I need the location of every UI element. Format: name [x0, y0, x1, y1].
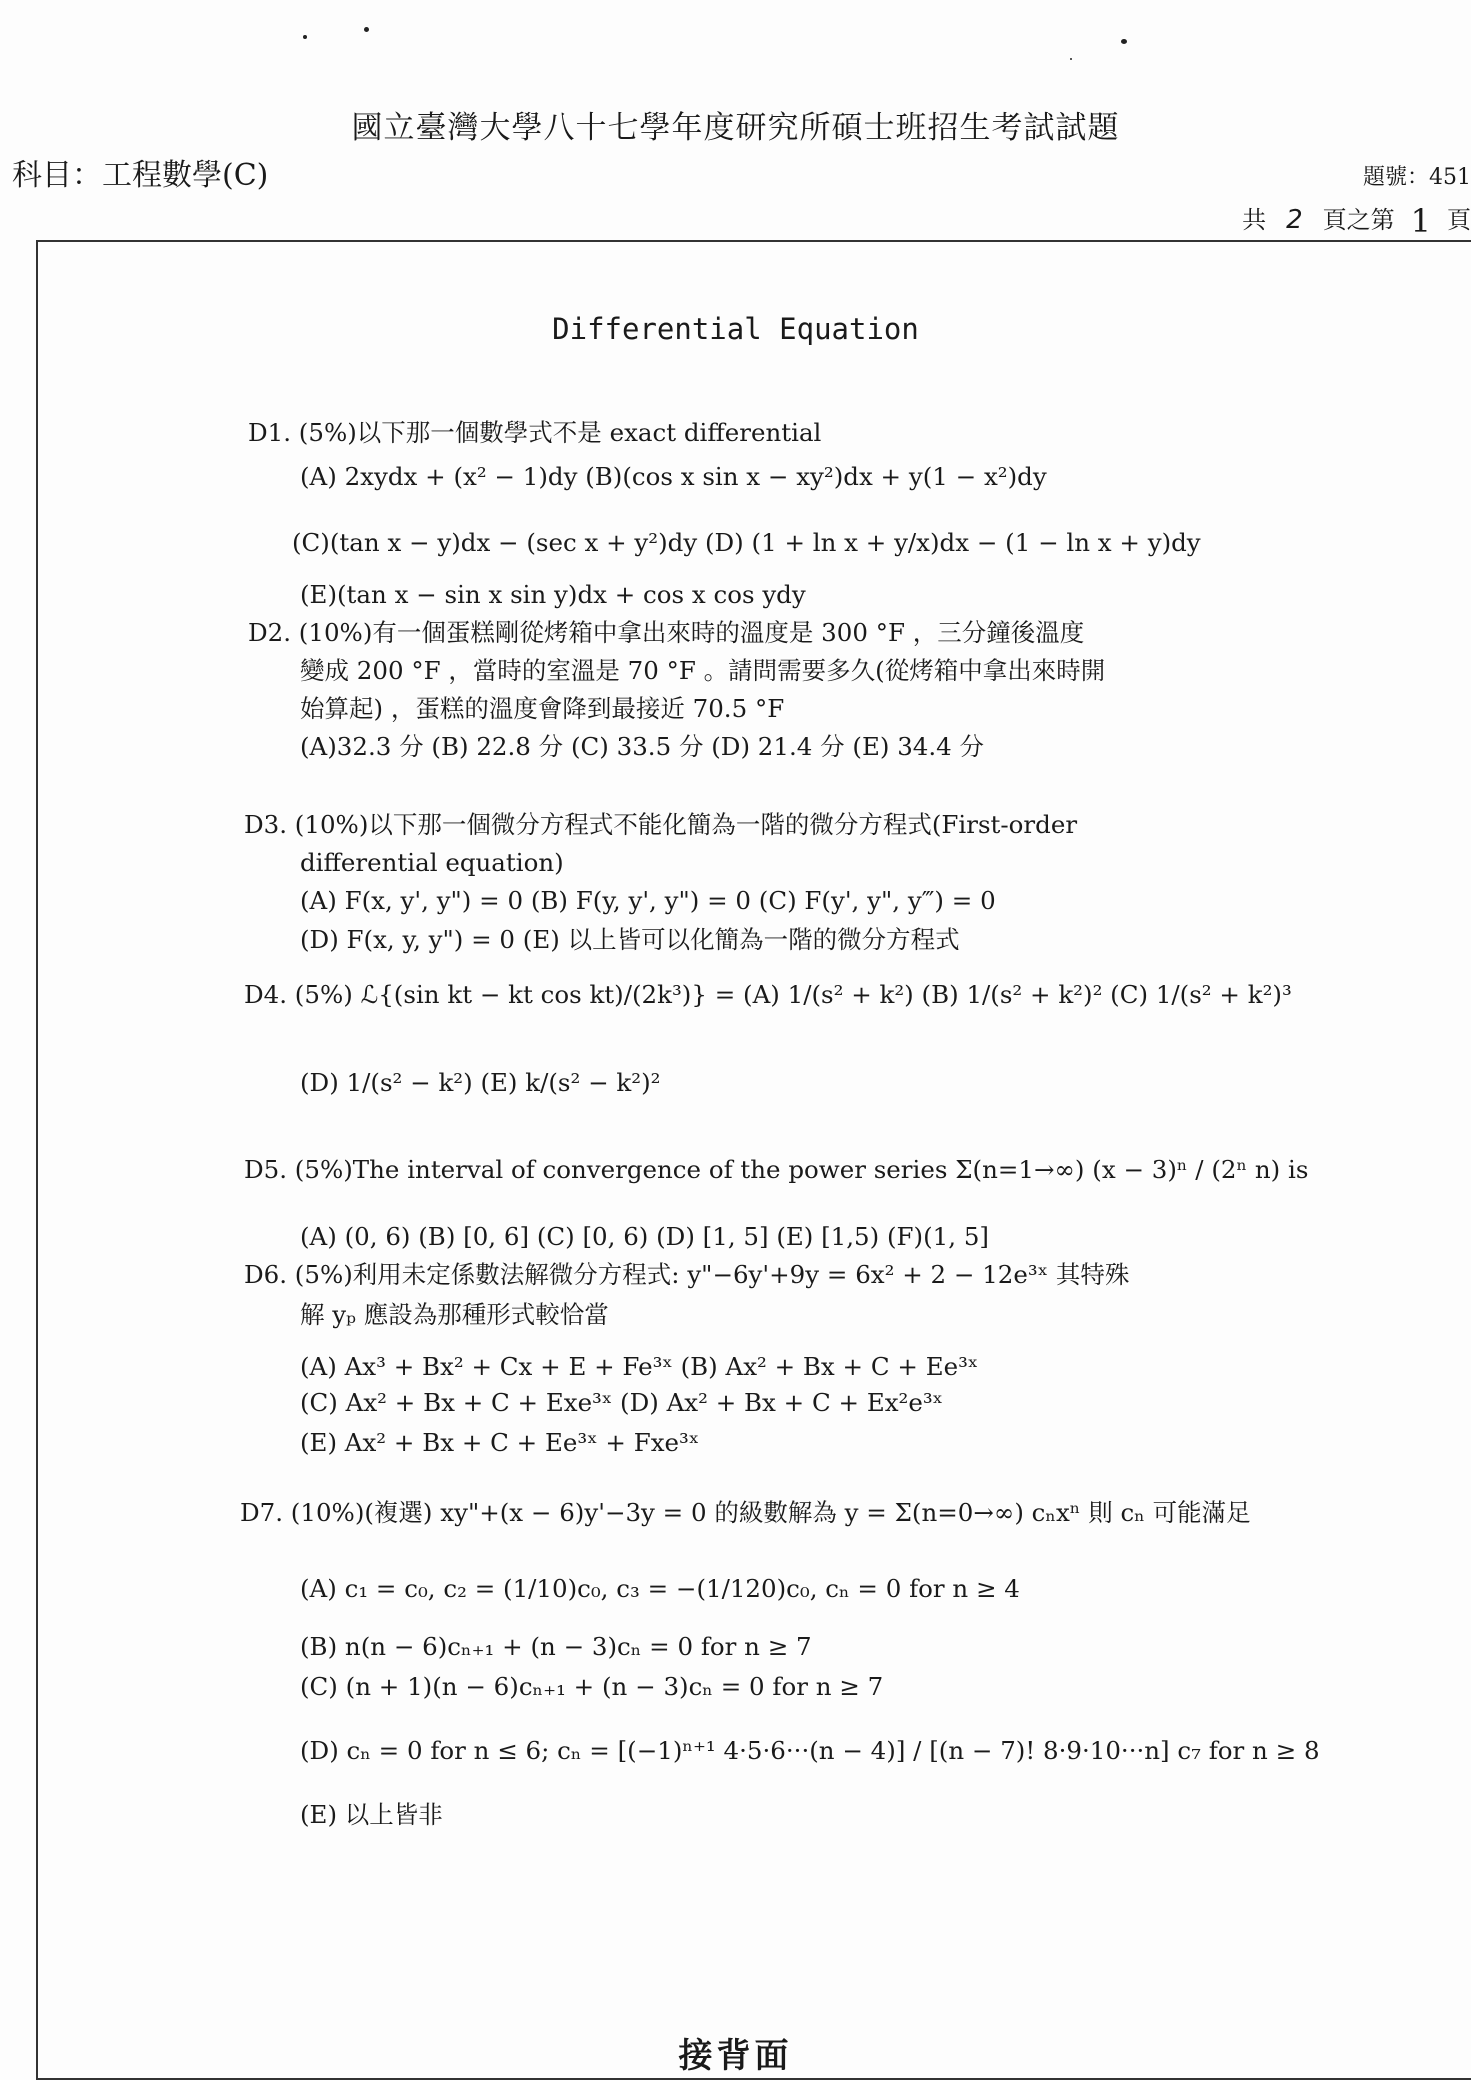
answer-options-d4: (D) 1/(s² − k²) (E) k/(s² − k²)² [300, 1068, 661, 1097]
answer-options-d1: (A) 2xydx + (x² − 1)dy (B)(cos x sin x − xy²)dx + y(1 − x²)dy [300, 462, 1047, 491]
question-text-d6: 解 yₚ 應設為那種形式較恰當 [300, 1300, 609, 1329]
answer-options-d7: (E) 以上皆非 [300, 1800, 443, 1829]
answer-options-d7: (C) (n + 1)(n − 6)cₙ₊₁ + (n − 3)cₙ = 0 for n ≥ 7 [300, 1672, 884, 1701]
answer-options-d3: (A) F(x, y', y") = 0 (B) F(y, y', y") = 0 (C) F(y', y", y‴) = 0 [300, 886, 996, 915]
question-number: 題號：451 [1363, 165, 1471, 190]
page-total-prefix: 共 [1242, 206, 1267, 234]
question-text-d5: D5. (5%)The interval of convergence of the power series Σ(n=1→∞) (x − 3)ⁿ / (2ⁿ n) is [244, 1155, 1309, 1184]
page-total: 2 [1286, 205, 1303, 235]
exam-title: 國立臺灣大學八十七學年度研究所碩士班招生考試試題 [351, 110, 1120, 146]
page-current: 1 [1410, 202, 1431, 240]
answer-options-d6: (E) Ax² + Bx + C + Ee³ˣ + Fxe³ˣ [300, 1428, 700, 1457]
footer-note: 接背面 [678, 2036, 793, 2076]
question-text-d2: 始算起) ，蛋糕的溫度會降到最接近 70.5 °F [300, 694, 785, 723]
question-text-d2: D2. (10%)有一個蛋糕剛從烤箱中拿出來時的溫度是 300 °F ，三分鐘後溫度 [248, 618, 1085, 647]
page-of-label: 頁之第 [1322, 206, 1395, 234]
answer-options-d1: (E)(tan x − sin x sin y)dx + cos x cos ydy [300, 580, 806, 609]
section-title: Differential Equation [552, 312, 919, 346]
question-text-d7: D7. (10%)(複選) xy"+(x − 6)y'−3y = 0 的級數解為 y = Σ(n=0→∞) cₙxⁿ 則 cₙ 可能滿足 [240, 1498, 1251, 1527]
question-text-d3: differential equation) [300, 848, 564, 877]
page-suffix: 頁 [1447, 206, 1471, 234]
question-text-d2: 變成 200 °F ，當時的室溫是 70 °F 。請問需要多久(從烤箱中拿出來時開 [300, 656, 1106, 685]
answer-options-d6: (C) Ax² + Bx + C + Exe³ˣ (D) Ax² + Bx + C + Ex²e³ˣ [300, 1388, 944, 1417]
answer-options-d2: (A)32.3 分 (B) 22.8 分 (C) 33.5 分 (D) 21.4 分 (E) 34.4 分 [300, 732, 985, 761]
answer-options-d7: (A) c₁ = c₀, c₂ = (1/10)c₀, c₃ = −(1/120)c₀, cₙ = 0 for n ≥ 4 [300, 1574, 1020, 1603]
answer-options-d1: (C)(tan x − y)dx − (sec x + y²)dy (D) (1 + ln x + y/x)dx − (1 − ln x + y)dy [292, 528, 1201, 557]
question-text-d3: D3. (10%)以下那一個微分方程式不能化簡為一階的微分方程式(First-order [244, 810, 1078, 839]
answer-options-d5: (A) (0, 6) (B) [0, 6] (C) [0, 6) (D) [1, 5] (E) [1,5) (F)(1, 5] [300, 1222, 989, 1251]
question-text-d1: D1. (5%)以下那一個數學式不是 exact differential [248, 418, 822, 447]
answer-options-d3: (D) F(x, y, y") = 0 (E) 以上皆可以化簡為一階的微分方程式 [300, 925, 960, 954]
answer-options-d7: (B) n(n − 6)cₙ₊₁ + (n − 3)cₙ = 0 for n ≥ 7 [300, 1632, 812, 1661]
answer-options-d7: (D) cₙ = 0 for n ≤ 6; cₙ = [(−1)ⁿ⁺¹ 4·5·6···(n − 4)] / [(n − 7)! 8·9·10···n] c₇ for n ≥ 8 [300, 1736, 1320, 1765]
question-text-d6: D6. (5%)利用未定係數法解微分方程式: y"−6y'+9y = 6x² + 2 − 12e³ˣ 其特殊 [244, 1260, 1130, 1289]
question-text-d4: D4. (5%) ℒ{(sin kt − kt cos kt)/(2k³)} = (A) 1/(s² + k²) (B) 1/(s² + k²)² (C) 1/(s² + k²)³ [244, 980, 1292, 1009]
answer-options-d6: (A) Ax³ + Bx² + Cx + E + Fe³ˣ (B) Ax² + Bx + C + Ee³ˣ [300, 1352, 979, 1381]
subject-label: 科目：工程數學(C) [12, 158, 269, 193]
